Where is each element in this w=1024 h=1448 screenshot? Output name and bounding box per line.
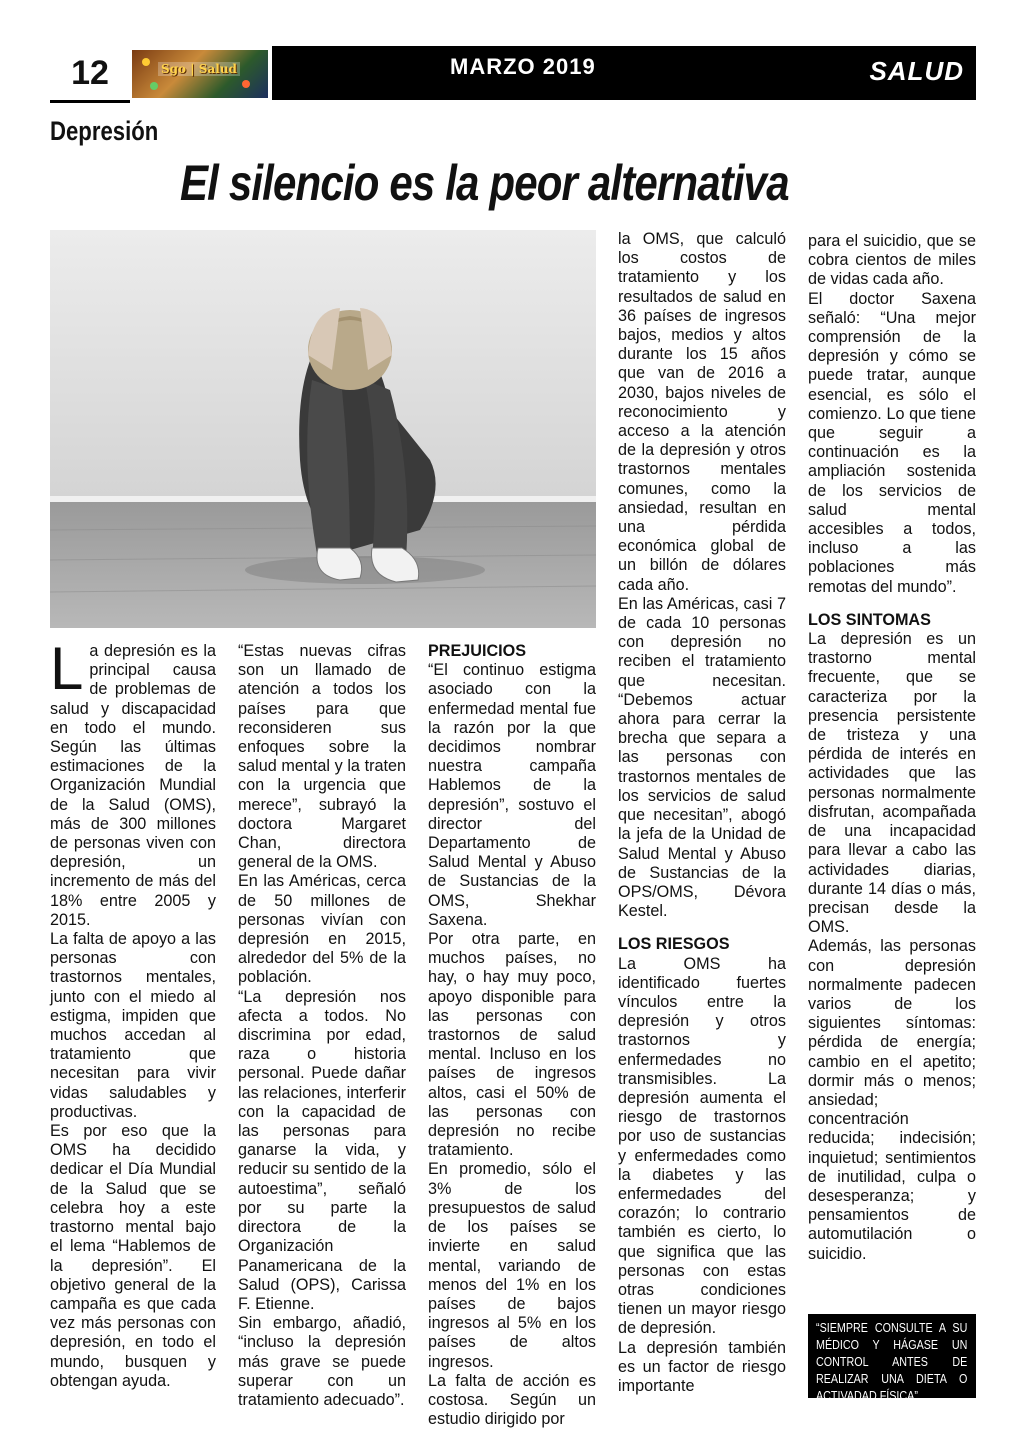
page-number: 12 — [50, 46, 130, 103]
article-column-2: “Estas nuevas cifras son un llamado de atención a todos los países para que reconsideren sus enfoques sobre la salud mental y la traten con la urgencia que merece”, subrayó la doctora Margaret Chan, directora general de la OMS. En las Américas, cerca de 50 millones de personas vivían con depresión en 2015, alrededor del 5% de la población. “La depresión nos afecta a todos. No discrimina por edad, raza o historia personal. Puede dañar las relaciones, interferir con la capacidad de las personas para ganarse la vida, y reducir su sentido de la autoestima”, señaló por su parte la directora de la Organización Panamericana de la Salud (OPS), Carissa F. Etienne. Sin embargo, añadió, “incluso la depresión más grave se puede superar con un tratamiento adecuado”. — [238, 642, 406, 1409]
page-header — [50, 46, 976, 100]
advice-callout — [808, 1314, 976, 1403]
section-name: SALUD — [869, 56, 964, 86]
column-3-text: “El continuo estigma asociado con la enfermedad mental fue la razón por la que decidimos nombrar nuestra campaña Hablemos de la depresión”, sostuvo el director del Departamento de Salud Mental y Abuso de Sustancias de la OMS, Shekhar Saxena. Por otra parte, en muchos países, no hay, o hay muy poco, apoyo disponible para las personas con trastornos de salud mental. Incluso en los países de ingresos altos, casi el 50% de las personas con depresión no recibe tratamiento. En promedio, sólo el 3% de los presupuestos de salud de los países se invierte en salud mental, variando de menos del 1% en los países de bajos ingresos al 5% en los países de altos ingresos. La falta de acción es costosa. Según un estudio dirigido por — [428, 661, 596, 1429]
header-bar — [272, 46, 976, 100]
article-column-5 — [808, 232, 976, 1264]
subheading-sintomas: LOS SINTOMAS — [808, 610, 931, 629]
subheading-riesgos: LOS RIESGOS — [618, 935, 730, 954]
publication-logo — [132, 50, 268, 98]
callout-text: “SIEMPRE CONSULTE A SU MÉDICO Y HÁGASE UN CONTROL ANTES DE REALIZAR UNA DIETA O ACTIVADAD FÍSICA” — [816, 1321, 968, 1403]
article-column-3 — [428, 642, 596, 1429]
article-headline: El silencio es la peor alternativa — [180, 155, 789, 211]
logo-text: Sgo | Salud — [158, 62, 240, 76]
column-4-text: la OMS, que calculó los costos de tratamiento y los resultados de salud en 36 países de ingresos bajos, medios y altos durante los 15 años que van de 2016 a 2030, bajos niveles de reconocimiento y acceso a la atención de la depresión y otros trastornos mentales comunes, como la ansiedad, resultan en una pérdida económica global de un billón de dólares cada año. En las Américas, casi 7 de cada 10 personas con depresión no reciben el tratamiento que necesitan. “Debemos actuar ahora para cerrar la brecha que separa a las personas con trastornos mentales de los servicios de salud que necesitan”, abogó la jefa de la Unidad de Salud Mental y Abuso de Sustancias de la OPS/OMS, Dévora Kestel. — [618, 230, 786, 921]
column-1-text: a depresión es la principal causa de problemas de salud y discapacidad en todo el mundo. Según las últimas estimaciones de la Organización Mundial de la Salud (OMS), más de 300 millones de personas viven con depresión, un incremento de más del 18% entre 2005 y 2015. La falta de apoyo a las personas con trastornos mentales, junto con el miedo al estigma, impiden que muchos accedan al tratamiento que necesitan para vivir vidas saludables y productivas. Es por eso que la OMS ha decidido dedicar el Día Mundial de la Salud que se celebra hoy a este trastorno mental bajo el lema “Hablemos de la depresión”. El objetivo general de la campaña es que cada vez más personas con depresión, en todo el mundo, busquen y obtengan ayuda. — [50, 642, 216, 1390]
article-column-1 — [50, 635, 216, 1391]
subheading-prejuicios: PREJUICIOS — [428, 642, 527, 660]
article-kicker: Depresión — [50, 116, 159, 146]
column-4b-text: La OMS ha identificado fuertes vínculos entre la depresión y otros trastornos y enfermedades no transmisibles. La depresión aumenta el riesgo de trastornos por uso de sustancias y enfermedades como la diabetes y las enfermedades del corazón; lo contrario también es cierto, lo que significa que las personas con estas otras condiciones tienen un mayor riesgo de depresión. La depresión también es un factor de riesgo importante — [618, 954, 786, 1395]
column-5b-text: La depresión es un trastorno mental frecuente, que se caracteriza por la presencia persistente de tristeza y una pérdida de interés en actividades que las personas normalmente disfrutan, acompañada de una incapacidad para llevar a cabo las actividades diarias, durante 14 días o más, precisan desde la OMS. Además, las personas con depresión normalmente padecen varios de los siguientes síntomas: pérdida de energía; cambio en el apetito; dormir más o menos; ansiedad; concentración reducida; indecisión; inquietud; sentimientos de inutilidad, culpa o desesperanza; y pensamientos de automutilación o suicidio. — [808, 630, 976, 1263]
depressed-person-illustration — [50, 230, 596, 628]
column-5-text: para el suicidio, que se cobra cientos de miles de vidas cada año. El doctor Saxena señaló: “Una mejor comprensión de la depresión y cómo se puede tratar, aunque esencial, es sólo el comienzo. Lo que tiene que seguir a continuación es la ampliación sostenida de los servicios de salud mental accesibles a todos, incluso a las poblaciones más remotas del mundo”. — [808, 232, 976, 596]
drop-cap: L — [50, 635, 84, 702]
issue-date: MARZO 2019 — [450, 54, 596, 79]
article-column-4 — [618, 230, 786, 1396]
article-photo — [50, 230, 596, 628]
